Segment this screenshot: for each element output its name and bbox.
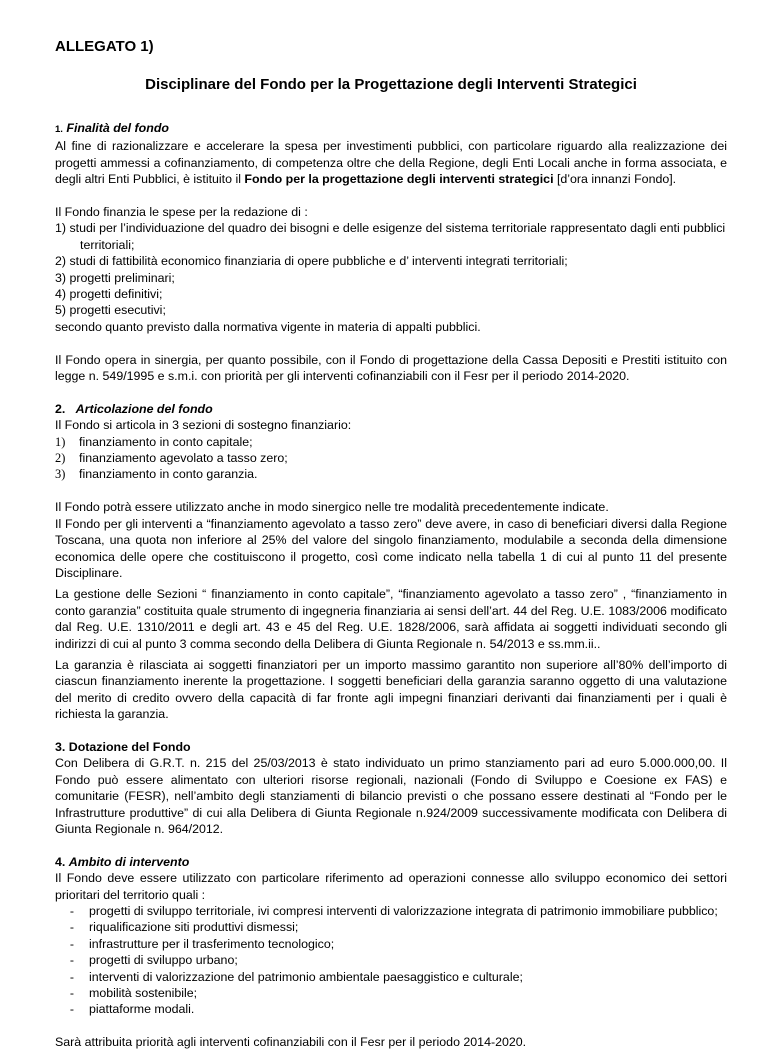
list-item: - riqualificazione siti produttivi dismessi; [69, 920, 299, 935]
document-title: Disciplinare del Fondo per la Progettazione degli Interventi Strategici [145, 76, 637, 93]
list-item: - progetti di sviluppo territoriale, ivi compresi interventi di valorizzazione integrata di patrimonio immobiliare pubblico; [69, 904, 718, 918]
section-3-heading: 3. Dotazione del Fondo [55, 739, 191, 754]
section-3-paragraph: Con Delibera di G.R.T. n. 215 del 25/03/2013 è stato individuato un primo stanziamento pari ad euro 5.000.000,00. Il Fondo può essere alimentato con ulteriori risorse regionali, nazionali (Fondo di Sviluppo e Coesione ex FAS) e comunitarie (FESR), nell’ambito degli stanziamenti di bilancio previsti o che possano essere destinati al “Fondo per le Infrastrutture produttive” di cui alla Delibera di Giunta Regionale n.924/2009 successivamente modificata con Delibera di Giunta Regionale n. 964/2012. [55, 756, 727, 836]
list-item: 1) finanziamento in conto capitale; [55, 434, 253, 449]
list-item: - infrastrutture per il trasferimento tecnologico; [69, 936, 335, 951]
section-1-heading: 1. Finalità del fondo [55, 121, 169, 135]
list-item: - interventi di valorizzazione del patrimonio ambientale paesaggistico e culturale; [69, 969, 523, 984]
attachment-label: ALLEGATO 1) [55, 38, 154, 55]
list-item: - progetti di sviluppo urbano; [69, 953, 238, 968]
section-4-intro: Il Fondo deve essere utilizzato con particolare riferimento ad operazioni connesse allo sviluppo economico dei settori prioritari del territorio quali : [55, 871, 727, 902]
section-1-list-end: secondo quanto previsto dalla normativa vigente in materia di appalti pubblici. [55, 319, 481, 334]
section-1-list-intro: Il Fondo finanzia le spese per la redazione di : [55, 205, 308, 220]
section-2-list [55, 434, 727, 483]
list-item: 2) finanziamento agevolato a tasso zero; [55, 451, 288, 466]
list-item: 3) progetti preliminari; [55, 270, 175, 285]
list-item: - piattaforme modali. [69, 1002, 195, 1017]
document-body [55, 120, 727, 1051]
section-1-paragraph-3: Il Fondo opera in sinergia, per quanto possibile, con il Fondo di progettazione della Cassa Depositi e Prestiti istituito con legge n. 549/1995 e s.m.i. con priorità per gli interventi cofinanziabili con il Fesr per il periodo 2014-2020. [55, 352, 727, 384]
section-2-heading: 2. Articolazione del fondo [55, 401, 213, 416]
section-2-paragraph-2: Il Fondo per gli interventi a “finanziamento agevolato a tasso zero” deve avere, in caso di beneficiari diversi dalla Regione Toscana, una quota non inferiore al 25% del valore del singolo finanziamento, modulabile a seconda della dimensione economica delle opere che costituiscono il progetto, così come indicato nella tabella 1 di cui al punto 11 del presente Disciplinare. [55, 516, 727, 580]
list-item: 3) finanziamento in conto garanzia. [55, 467, 258, 482]
section-4-heading: 4. Ambito di intervento [55, 854, 190, 869]
list-item: 2) studi di fattibilità economico finanziaria di opere pubbliche e d’ interventi integrati territoriali; [55, 254, 568, 269]
section-2-paragraph-4: La garanzia è rilasciata ai soggetti finanziatori per un importo massimo garantito non superiore all’80% dell’importo di ciascun finanziamento inerente la progettazione. I soggetti beneficiari della garanzia saranno oggetto di una valutazione del merito di credito ovvero della capacità di far fronte agli impegni finanziari derivanti dai finanziamenti per i quali è richiesta la garanzia. [55, 657, 727, 722]
section-2-paragraph-1: Il Fondo potrà essere utilizzato anche in modo sinergico nelle tre modalità precedentemente indicate. [55, 500, 609, 515]
list-item: 4) progetti definitivi; [55, 287, 163, 302]
list-item: 5) progetti esecutivi; [55, 303, 166, 318]
list-item: - mobilità sostenibile; [69, 986, 198, 1001]
section-1-list [55, 220, 727, 318]
section-2-paragraph-3: La gestione delle Sezioni “ finanziamento in conto capitale”, “finanziamento agevolato a tasso zero” , “finanziamento in conto garanzia” costituita quale strumento di ingegneria finanziaria ai sensi dell’art. 44 del Reg. U.E. 1083/2006 modificato dal Reg. U.E. 1310/2011 e degli art. 43 e 45 del Reg. U.E. 1828/2006, sarà affidata ai soggetti individuati secondo gli indirizzi di cui al punto 3 comma secondo della Delibera di Giunta Regionale n. 54/2013 e ss.mm.ii.. [55, 587, 727, 651]
section-1-paragraph-1: Al fine di razionalizzare e accelerare la spesa per investimenti pubblici, con particolare riguardo alla realizzazione dei progetti ammessi a cofinanziamento, di competenza oltre che della Regione, degli Enti Locali anche in forma associata, e degli altri Enti Pubblici, è istituito il Fondo per la progettazione degli interventi strategici [d’ora innanzi Fondo]. [55, 139, 727, 187]
section-2-intro: Il Fondo si articola in 3 sezioni di sostegno finanziario: [55, 418, 352, 433]
list-item: 1) studi per l’individuazione del quadro dei bisogni e delle esigenze del sistema territoriale rappresentato dagli enti pubblici territoriali; [55, 221, 726, 252]
section-4-list [55, 903, 727, 1018]
section-4-closing: Sarà attribuita priorità agli interventi cofinanziabili con il Fesr per il periodo 2014-2020. [55, 1035, 527, 1050]
